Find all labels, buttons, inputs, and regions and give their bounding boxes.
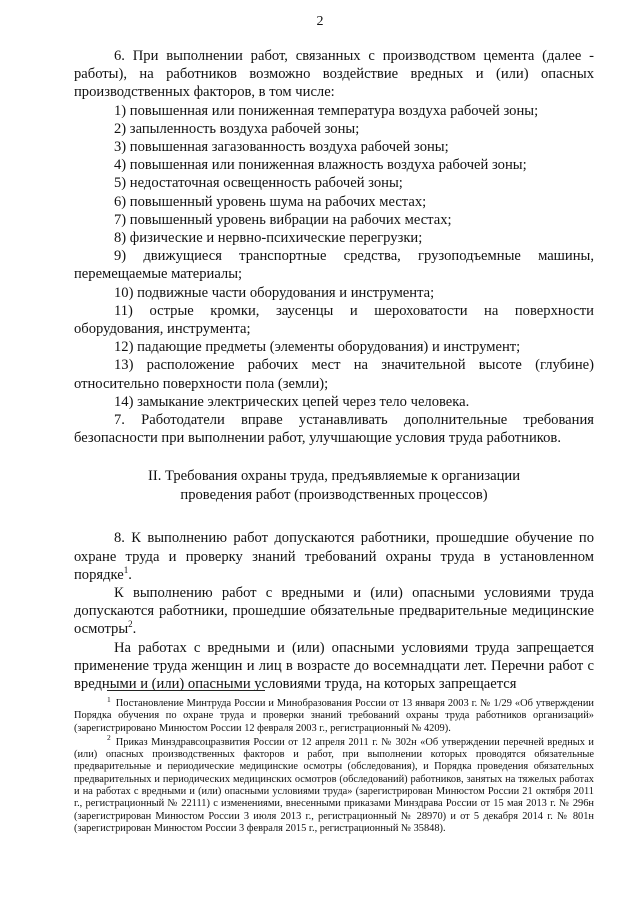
hazard-item-5: 5) недостаточная освещенность рабочей зоны;: [114, 175, 403, 192]
paragraph-6-intro: 6. При выполнении работ, связанных с производством цемента (далее - работы), на работников возможно воздействие вредных и (или) опасных производственных факторов, в том числе:: [74, 48, 594, 101]
hazard-item-9: 9) движущиеся транспортные средства, грузоподъемные машины, перемещаемые материалы;: [74, 248, 594, 283]
hazard-item-2: 2) запыленность воздуха рабочей зоны;: [114, 120, 360, 137]
hazard-item-10: 10) подвижные части оборудования и инструмента;: [114, 284, 435, 301]
footnote-separator: [107, 690, 265, 691]
hazard-item-14: 14) замыкание электрических цепей через тело человека.: [114, 393, 470, 410]
section-2-heading: [74, 467, 594, 504]
hazard-item-3: 3) повышенная загазованность воздуха рабочей зоны;: [114, 139, 449, 156]
footnote-2-text: Приказ Минздравсоцразвития России от 12 апреля 2011 г. № 302н «Об утверждении перечней вредных и (или) опасных производственных факторов и работ, при выполнении которых проводятся обязательные предварительные и периодические медицинские осмотры (обследования), и Порядка проведения обязательных предварительных и периодических медицинских осмотров (обследований) работников, занятых на тяжелых работах и на работах с вредными и (или) опасными условиями труда» (зарегистрирован Минюстом России 21 октября 2011 г., регистрационный № 22111) с изменениями, внесенными приказами Минздрава России от 15 мая 2013 г. № 296н (зарегистрирован Минюстом России 3 июля 2013 г., регистрационный № 28970) и от 5 декабря 2014 г. № 801н (зарегистрирован Минюстом России 3 февраля 2015 г., регистрационный № 35848).: [74, 736, 594, 834]
hazard-item-8: 8) физические и нервно-психические перегрузки;: [114, 230, 423, 247]
hazard-item-11: 11) острые кромки, заусенцы и шероховатости на поверхности оборудования, инструмента;: [74, 302, 594, 338]
section-2-heading-line-2: проведения работ (производственных процессов): [180, 486, 488, 503]
footnote-2: [74, 733, 594, 835]
footnote-2-number: 2: [107, 733, 111, 743]
footnote-ref-1[interactable]: 1: [123, 565, 129, 576]
hazard-item-13: 13) расположение рабочих мест на значительной высоте (глубине) относительно поверхности пола (земли);: [74, 357, 594, 392]
paragraph-8-end: .: [128, 566, 132, 583]
paragraph-medical-end: .: [132, 621, 137, 638]
section-2-heading-line-1: II. Требования охраны труда, предъявляемые к организации: [147, 468, 521, 485]
paragraph-8: [74, 529, 594, 584]
page-number: 2: [316, 14, 324, 29]
paragraph-7: 7. Работодатели вправе устанавливать дополнительные требования безопасности при выполнении работ, улучшающие условия труда работников.: [74, 412, 594, 447]
hazard-item-7: 7) повышенный уровень вибрации на рабочих местах;: [114, 211, 452, 228]
hazard-item-12: 12) падающие предметы (элементы оборудования) и инструмент;: [114, 339, 521, 356]
paragraph-medical-exams: [74, 584, 594, 639]
hazard-item-1: 1) повышенная или пониженная температура воздуха рабочей зоны;: [114, 102, 539, 119]
document-body: [74, 47, 594, 693]
footnote-1: [74, 694, 594, 735]
footnote-1-text: Постановление Минтруда России и Минобразования России от 13 января 2003 г. № 1/29 «Об утверждении Порядка обучения по охране труда и проверки знаний требований охраны труда работников организаций» (зарегистрировано Минюстом России 12 февраля 2003 г., регистрационный № 4209).: [74, 698, 594, 734]
hazard-item-4: 4) повышенная или пониженная влажность воздуха рабочей зоны;: [114, 157, 527, 174]
paragraph-medical-text: К выполнению работ с вредными и (или) опасными условиями труда допускаются работники, прошедшие обязательные предварительные медицинские осмотры: [74, 585, 594, 638]
footnote-ref-2[interactable]: 2: [128, 619, 133, 630]
paragraph-8-text: 8. К выполнению работ допускаются работники, прошедшие обучение по охране труда и проверку знаний требований охраны труда в установленном порядке: [74, 530, 594, 583]
footnote-1-number: 1: [107, 694, 111, 704]
footnotes: [74, 694, 594, 837]
paragraph-women-minors: На работах с вредными и (или) опасными условиями труда запрещается применение труда женщин и лиц в возрасте до восемнадцати лет. Перечни работ с вредными и (или) опасными условиями труда, на которых запрещается: [74, 639, 594, 693]
hazard-item-6: 6) повышенный уровень шума на рабочих местах;: [114, 193, 427, 210]
